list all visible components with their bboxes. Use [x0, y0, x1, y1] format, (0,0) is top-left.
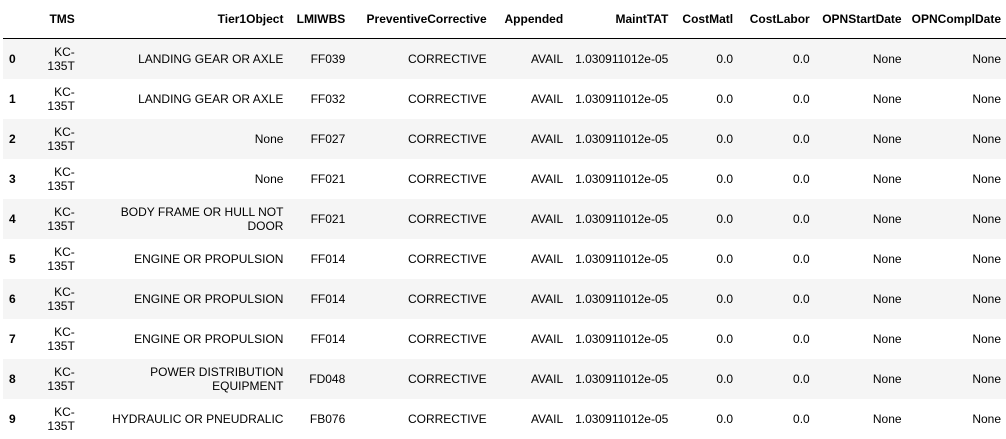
- cell-preventivecorrective: CORRECTIVE: [407, 331, 487, 346]
- cell-mainttat: 1.030911012e-05: [575, 211, 669, 226]
- cell-costmatl: 0.0: [716, 91, 734, 106]
- cell-tier1object: HYDRAULIC OR PNEUDRALIC: [112, 411, 284, 426]
- cell-preventivecorrective: CORRECTIVE: [407, 291, 487, 306]
- table-row: [3, 159, 1006, 199]
- cell-preventivecorrective: CORRECTIVE: [407, 251, 487, 266]
- cell-tms: KC-135T: [47, 404, 75, 433]
- cell-costmatl: 0.0: [716, 371, 734, 386]
- cell-preventivecorrective: CORRECTIVE: [407, 211, 487, 226]
- cell-mainttat: 1.030911012e-05: [575, 131, 669, 146]
- cell-tms: KC-135T: [47, 324, 75, 353]
- cell-tms: KC-135T: [47, 284, 75, 313]
- row-index: 8: [9, 371, 16, 386]
- cell-appended: AVAIL: [530, 211, 564, 226]
- cell-opnstartdate: None: [872, 171, 902, 186]
- cell-appended: AVAIL: [530, 91, 564, 106]
- cell-opncompldate: None: [972, 291, 1001, 306]
- column-header-opnstartdate: OPNStartDate: [815, 0, 907, 39]
- cell-lmiwbs: FF027: [310, 131, 346, 146]
- table-body: [3, 39, 1006, 439]
- cell-costmatl: 0.0: [716, 51, 734, 66]
- row-index: 1: [9, 91, 16, 106]
- cell-costlabor: 0.0: [793, 371, 810, 386]
- cell-mainttat: 1.030911012e-05: [575, 411, 669, 426]
- row-index: 7: [9, 331, 16, 346]
- cell-costlabor: 0.0: [793, 211, 810, 226]
- cell-costmatl: 0.0: [716, 331, 734, 346]
- cell-costmatl: 0.0: [716, 131, 734, 146]
- cell-lmiwbs: FB076: [309, 411, 346, 426]
- table-row: [3, 279, 1006, 319]
- cell-lmiwbs: FF014: [310, 331, 346, 346]
- cell-appended: AVAIL: [530, 131, 564, 146]
- cell-opnstartdate: None: [872, 131, 902, 146]
- table-header: [3, 0, 1006, 39]
- table-row: [3, 399, 1006, 439]
- cell-costlabor: 0.0: [793, 411, 810, 426]
- cell-opncompldate: None: [972, 331, 1001, 346]
- cell-tier1object: POWER DISTRIBUTION EQUIPMENT: [150, 364, 284, 393]
- row-index: 4: [9, 211, 16, 226]
- table-row: [3, 119, 1006, 159]
- cell-costmatl: 0.0: [716, 251, 734, 266]
- cell-opnstartdate: None: [872, 331, 902, 346]
- cell-preventivecorrective: CORRECTIVE: [407, 371, 487, 386]
- row-index: 6: [9, 291, 16, 306]
- cell-opnstartdate: None: [872, 291, 902, 306]
- cell-opnstartdate: None: [872, 51, 902, 66]
- table-row: [3, 319, 1006, 359]
- cell-appended: AVAIL: [530, 371, 564, 386]
- column-header-tier1object: Tier1Object: [80, 0, 289, 39]
- column-header-opncompldate: OPNComplDate: [907, 0, 1006, 39]
- cell-appended: AVAIL: [530, 411, 564, 426]
- table-row: [3, 199, 1006, 239]
- cell-tier1object: ENGINE OR PROPULSION: [134, 291, 284, 306]
- cell-opnstartdate: None: [872, 411, 902, 426]
- cell-costmatl: 0.0: [716, 211, 734, 226]
- cell-opncompldate: None: [972, 211, 1001, 226]
- cell-costmatl: 0.0: [716, 411, 734, 426]
- cell-opncompldate: None: [972, 371, 1001, 386]
- cell-mainttat: 1.030911012e-05: [575, 91, 669, 106]
- cell-tms: KC-135T: [47, 84, 75, 113]
- table-row: [3, 239, 1006, 279]
- cell-appended: AVAIL: [530, 251, 564, 266]
- table-row: [3, 79, 1006, 119]
- column-header-appended: Appended: [492, 0, 569, 39]
- cell-opnstartdate: None: [872, 211, 902, 226]
- cell-appended: AVAIL: [530, 171, 564, 186]
- cell-appended: AVAIL: [530, 51, 564, 66]
- cell-lmiwbs: FF032: [310, 91, 346, 106]
- cell-tms: KC-135T: [47, 244, 75, 273]
- column-header-costmatl: CostMatl: [673, 0, 738, 39]
- cell-opnstartdate: None: [872, 251, 902, 266]
- cell-preventivecorrective: CORRECTIVE: [407, 51, 487, 66]
- cell-lmiwbs: FF014: [310, 251, 346, 266]
- row-index: 5: [9, 251, 16, 266]
- cell-tms: KC-135T: [47, 204, 75, 233]
- dataframe-table: [3, 0, 1006, 439]
- cell-tier1object: BODY FRAME OR HULL NOT DOOR: [120, 204, 284, 233]
- cell-costlabor: 0.0: [793, 331, 810, 346]
- cell-lmiwbs: FF021: [310, 211, 346, 226]
- cell-opnstartdate: None: [872, 91, 902, 106]
- index-header: [3, 0, 25, 39]
- cell-costmatl: 0.0: [716, 171, 734, 186]
- table-row: [3, 39, 1006, 79]
- cell-tms: KC-135T: [47, 364, 75, 393]
- cell-mainttat: 1.030911012e-05: [575, 171, 669, 186]
- row-index: 9: [9, 411, 16, 426]
- cell-costlabor: 0.0: [793, 251, 810, 266]
- cell-tier1object: LANDING GEAR OR AXLE: [138, 91, 284, 106]
- cell-costmatl: 0.0: [716, 291, 734, 306]
- cell-preventivecorrective: CORRECTIVE: [407, 91, 487, 106]
- cell-opnstartdate: None: [872, 371, 902, 386]
- cell-lmiwbs: FF021: [310, 171, 346, 186]
- column-header-costlabor: CostLabor: [738, 0, 815, 39]
- cell-tier1object: None: [254, 131, 284, 146]
- table-row: [3, 359, 1006, 399]
- row-index: 3: [9, 171, 16, 186]
- column-header-tms: TMS: [25, 0, 80, 39]
- cell-lmiwbs: FF039: [310, 51, 346, 66]
- cell-opncompldate: None: [972, 171, 1001, 186]
- cell-opncompldate: None: [972, 411, 1001, 426]
- cell-costlabor: 0.0: [793, 171, 810, 186]
- cell-preventivecorrective: CORRECTIVE: [407, 411, 487, 426]
- cell-preventivecorrective: CORRECTIVE: [407, 131, 487, 146]
- column-header-mainttat: MaintTAT: [568, 0, 673, 39]
- cell-tier1object: ENGINE OR PROPULSION: [134, 331, 284, 346]
- cell-mainttat: 1.030911012e-05: [575, 331, 669, 346]
- cell-opncompldate: None: [972, 131, 1001, 146]
- cell-tms: KC-135T: [47, 164, 75, 193]
- cell-appended: AVAIL: [530, 291, 564, 306]
- column-header-lmiwbs: LMIWBS: [288, 0, 350, 39]
- row-index: 0: [9, 51, 16, 66]
- cell-opncompldate: None: [972, 91, 1001, 106]
- cell-tier1object: None: [254, 171, 284, 186]
- cell-costlabor: 0.0: [793, 51, 810, 66]
- cell-lmiwbs: FF014: [310, 291, 346, 306]
- cell-tier1object: ENGINE OR PROPULSION: [134, 251, 284, 266]
- cell-mainttat: 1.030911012e-05: [575, 371, 669, 386]
- header-row: [3, 0, 1006, 39]
- cell-tms: KC-135T: [47, 44, 75, 73]
- cell-costlabor: 0.0: [793, 91, 810, 106]
- cell-mainttat: 1.030911012e-05: [575, 251, 669, 266]
- cell-mainttat: 1.030911012e-05: [575, 51, 669, 66]
- cell-lmiwbs: FD048: [309, 371, 346, 386]
- cell-preventivecorrective: CORRECTIVE: [407, 171, 487, 186]
- cell-appended: AVAIL: [530, 331, 564, 346]
- cell-costlabor: 0.0: [793, 131, 810, 146]
- cell-opncompldate: None: [972, 251, 1001, 266]
- cell-mainttat: 1.030911012e-05: [575, 291, 669, 306]
- cell-tms: KC-135T: [47, 124, 75, 153]
- column-header-preventivecorrective: PreventiveCorrective: [350, 0, 491, 39]
- cell-tier1object: LANDING GEAR OR AXLE: [138, 51, 284, 66]
- cell-opncompldate: None: [972, 51, 1001, 66]
- cell-costlabor: 0.0: [793, 291, 810, 306]
- row-index: 2: [9, 131, 16, 146]
